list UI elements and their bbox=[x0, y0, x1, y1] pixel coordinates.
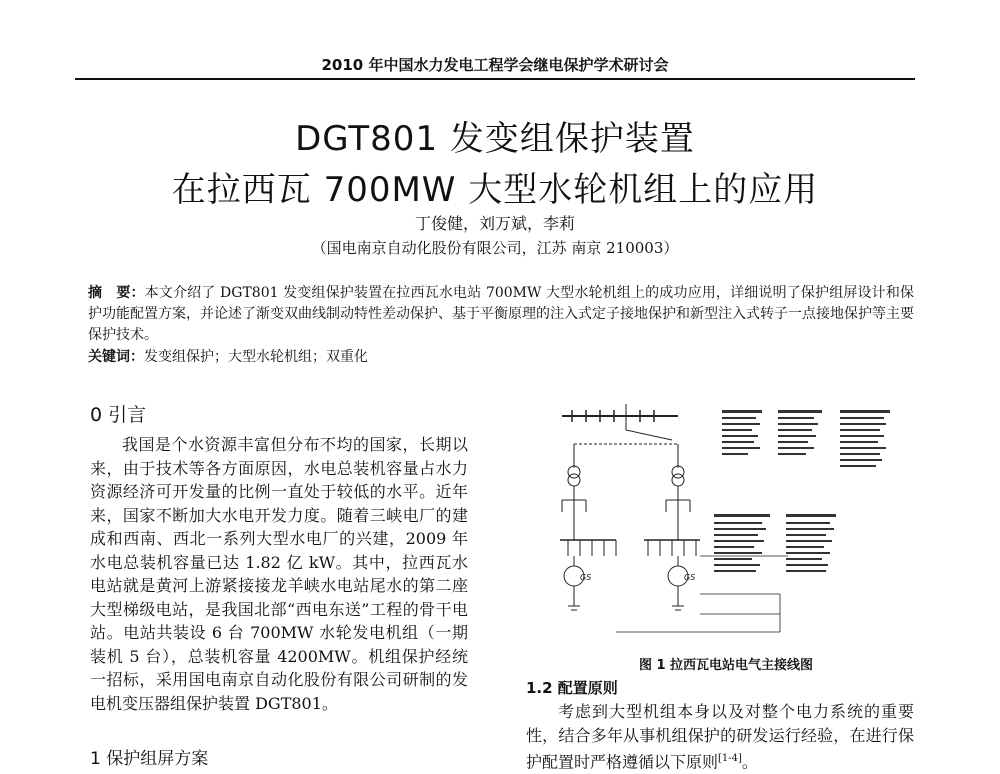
main-wiring-diagram bbox=[540, 400, 912, 644]
config-principles-text: 考虑到大型机组本身以及对整个电力系统的重要性，结合多年从事机组保护的研发运行经验，在进行保护配置时严格遵循以下原则 bbox=[526, 702, 914, 772]
authors: 丁俊健，刘万斌，李莉 bbox=[414, 214, 575, 233]
figure-caption: 图 1 拉西瓦电站电气主接线图 bbox=[638, 658, 814, 673]
config-principles-paragraph bbox=[526, 700, 914, 774]
citation: [1-4] bbox=[718, 753, 742, 764]
abstract bbox=[88, 283, 914, 346]
keywords bbox=[88, 347, 914, 368]
keywords-label: 关键词： bbox=[88, 349, 144, 365]
section-heading-1-2: 1.2 配置原则 bbox=[526, 679, 618, 697]
paper-title-line1: DGT801 发变组保护装置 bbox=[295, 119, 695, 159]
generator-label-left: GS bbox=[580, 573, 592, 582]
generator-label-right: GS bbox=[684, 573, 696, 582]
running-title: 2010 年中国水力发电工程学会继电保护学术研讨会 bbox=[321, 56, 669, 74]
intro-paragraph: 我国是个水资源丰富但分布不均的国家，长期以来，由于技术等各方面原因，水电总装机容量占水力资源经济可开发量的比例一直处于较低的水平。近年来，国家不断加大水电开发力度。随着三峡电厂的建成和西南、西北一系列大型水电厂的兴建，2009 年水电总装机容量已达 1.82 亿 kW。其中，拉西瓦水电站就是黄河上游紧接接龙羊峡水电站尾水的第二座大型梯级电站，是我国北部“西电东送”工程的骨干电站。电站共装设 6 台 700MW 水轮发电机组（一期装机 5 台），总装机容量 4200MW。机组保护经统一招标，采用国电南京自动化股份有限公司研制的发电机变压器组保护装置 DGT801。 bbox=[90, 435, 468, 713]
config-principles-end: 。 bbox=[741, 752, 758, 772]
header-rule bbox=[75, 78, 915, 80]
section-heading-1: 1 保护组屏方案 bbox=[90, 749, 209, 769]
abstract-label: 摘 要： bbox=[88, 285, 145, 301]
keywords-text: 发变组保护；大型水轮机组；双重化 bbox=[144, 349, 368, 365]
section-heading-intro: 0 引言 bbox=[90, 404, 147, 426]
abstract-text: 本文介绍了 DGT801 发变组保护装置在拉西瓦水电站 700MW 大型水轮机组上的成功应用，详细说明了保护组屏设计和保护功能配置方案，并论述了渐变双曲线制动特性差动保护、基于平衡原理的注入式定子接地保护和新型注入式转子一点接地保护等主要保护技术。 bbox=[88, 285, 914, 343]
affiliation: （国电南京自动化股份有限公司，江苏 南京 210003） bbox=[311, 239, 679, 257]
paper-title-line2: 在拉西瓦 700MW 大型水轮机组上的应用 bbox=[171, 170, 819, 210]
